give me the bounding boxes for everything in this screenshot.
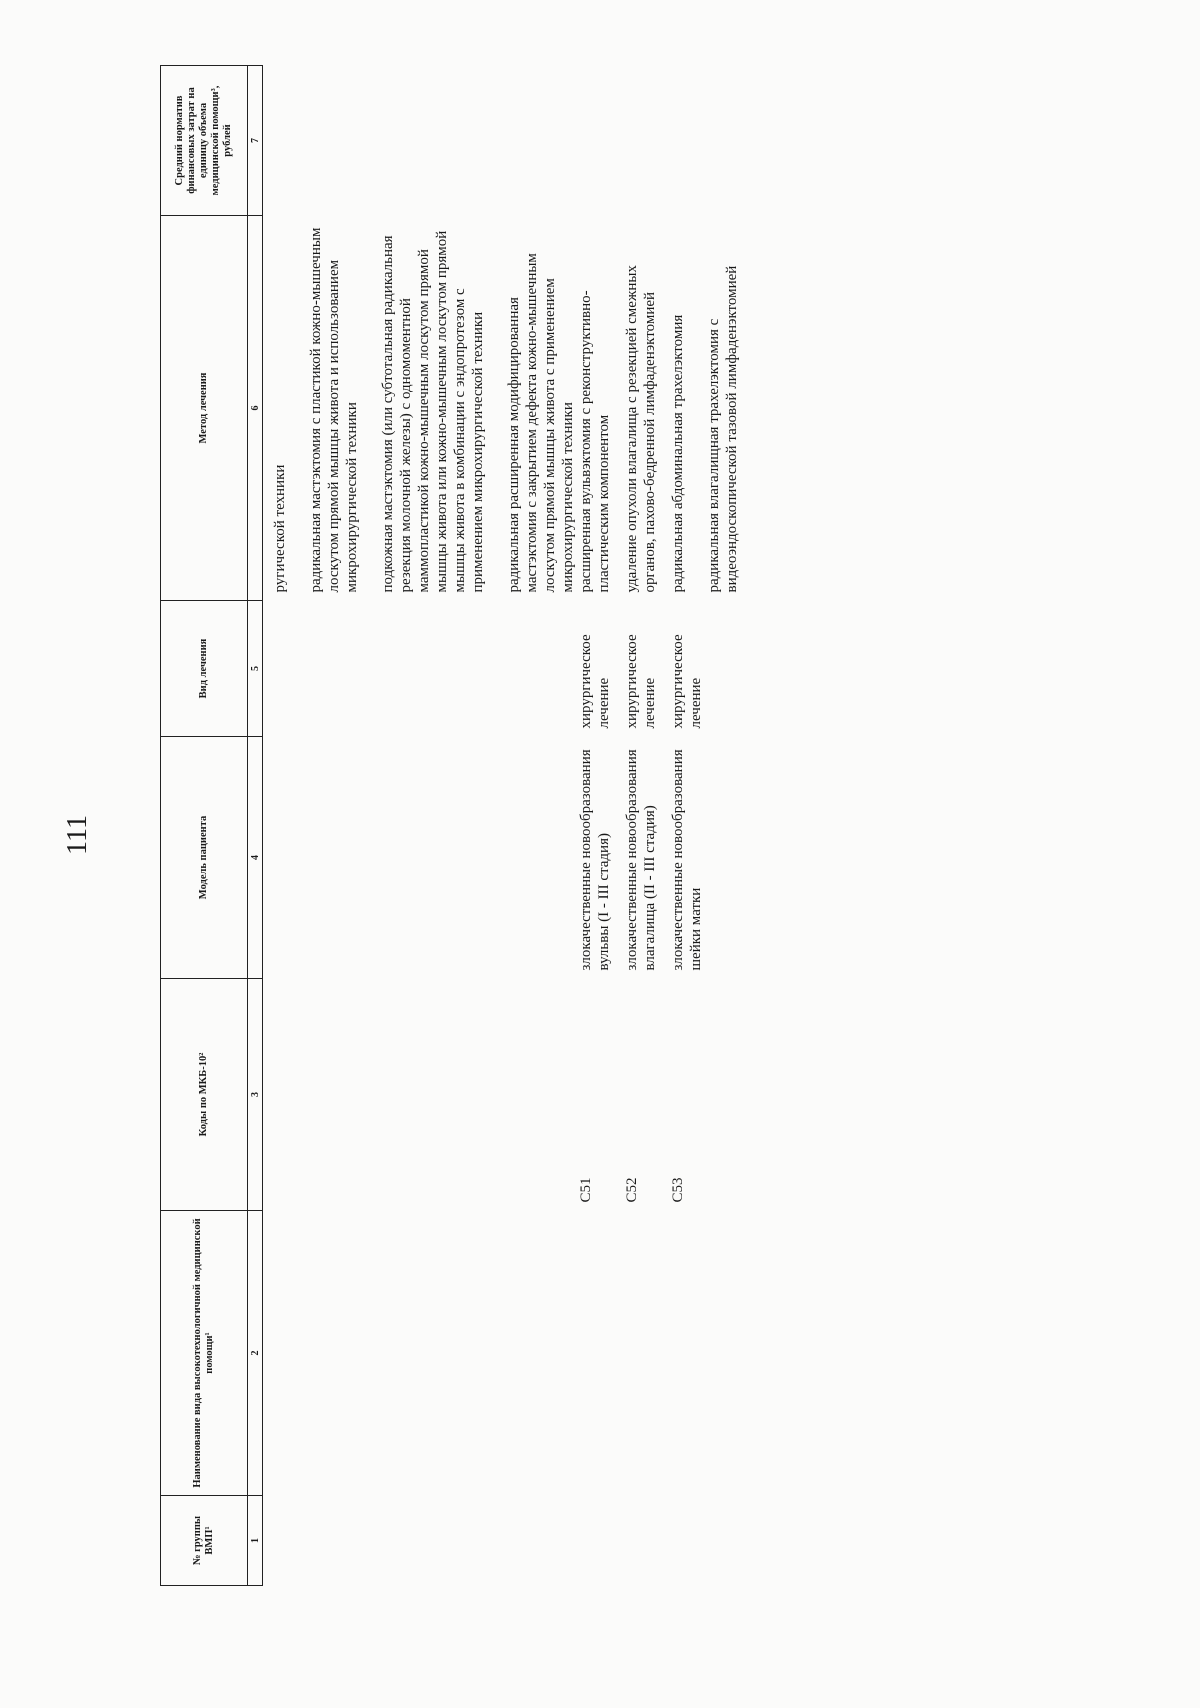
column-number: 2 <box>248 1211 263 1496</box>
header-treatment-type: Вид лечения <box>161 601 248 737</box>
patient-model: злокачественные новообразования влагалища (II - III стадия) <box>624 749 658 971</box>
table-row <box>623 66 669 1586</box>
method-cell <box>577 216 623 601</box>
patient-model: злокачественные новообразования вульвы (I - III стадия) <box>578 749 612 971</box>
method-cell <box>669 216 751 601</box>
method-text: радикальная влагалищная трахелэктомия с видеоэндоскопической тазовой лимфаденэктомией <box>706 265 740 593</box>
method-text: удаление опухоли влагалища с резекцией смежных органов, пахово-бедренной лимфаденэктомией <box>624 265 658 593</box>
method-text: ругической техники <box>272 464 288 593</box>
header-icd-codes: Коды по МКБ-10² <box>161 979 248 1211</box>
table-row <box>577 66 623 1586</box>
page-number: 111 <box>62 815 93 855</box>
method-cell <box>623 216 669 601</box>
column-number: 7 <box>248 66 263 216</box>
table-row <box>669 66 751 1586</box>
continuation-row <box>263 66 578 1586</box>
header-patient-model: Модель пациента <box>161 737 248 979</box>
column-number-row <box>248 66 263 1586</box>
column-number: 3 <box>248 979 263 1211</box>
rotated-table-wrapper <box>160 66 1020 1586</box>
method-text: радикальная расширенная модифицированная мастэктомия с закрытием дефекта кожно-мышечным лоскутом прямой мышцы живота с применением микрохирургической техники <box>506 253 576 593</box>
header-treatment-method: Метод лечения <box>161 216 248 601</box>
column-number: 5 <box>248 601 263 737</box>
method-text: радикальная мастэктомия с пластикой кожно-мышечным лоскутом прямой мышцы живота и использованием микрохирургической техники <box>308 227 360 593</box>
icd-code: C52 <box>624 1177 640 1203</box>
column-number: 4 <box>248 737 263 979</box>
treatment-type: хирургическое лечение <box>670 634 704 729</box>
icd-code: C51 <box>578 1177 594 1203</box>
vmp-table <box>160 65 751 1586</box>
method-text: подкожная мастэктомия (или субтотальная радикальная резекция молочной железы) с одномоментной маммопластикой кожно-мышечным лоскутом прямой мышцы живота или кожно-мышечным лоскутом прямой мышцы живота в комбинации с эндопротезом с применением микрохирургической техники <box>380 230 486 593</box>
treatment-type: хирургическое лечение <box>624 634 658 729</box>
method-text: радикальная абдоминальная трахелэктомия <box>670 314 686 593</box>
column-number: 6 <box>248 216 263 601</box>
header-group-number: № группы ВМП¹ <box>161 1496 248 1586</box>
header-vmp-name: Наименование вида высокотехнологичной медицинской помощи¹ <box>161 1211 248 1496</box>
icd-code: C53 <box>670 1177 686 1203</box>
method-text: расширенная вульвэктомия с реконструктивно-пластическим компонентом <box>578 290 612 593</box>
header-row <box>161 66 248 1586</box>
column-number: 1 <box>248 1496 263 1586</box>
method-cell <box>263 216 578 601</box>
treatment-type: хирургическое лечение <box>578 634 612 729</box>
patient-model: злокачественные новообразования шейки матки <box>670 749 704 971</box>
header-cost-norm: Средний норматив финансовых затрат на единицу объема медицинской помощи³, рублей <box>161 66 248 216</box>
